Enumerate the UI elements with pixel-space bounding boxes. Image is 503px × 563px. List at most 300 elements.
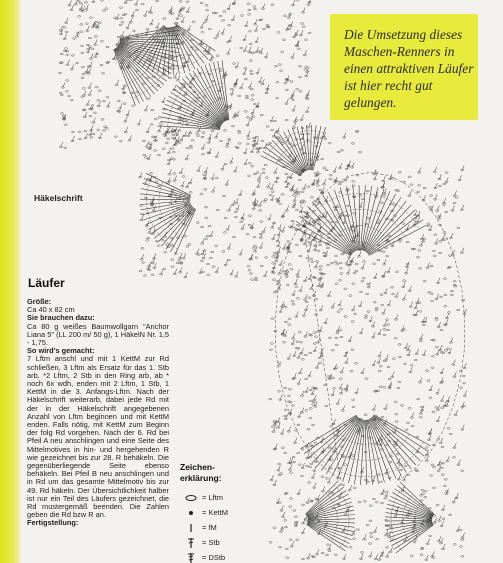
runner-motif-chain-stitch <box>366 190 369 192</box>
upper-motif-chain-stitch <box>60 53 63 55</box>
band-motif-chain-stitch <box>157 245 160 247</box>
runner-motif-chain-stitch <box>439 241 442 243</box>
runner-motif-chain-stitch <box>286 557 289 559</box>
upper-motif-chain-stitch <box>305 66 308 68</box>
band-motif-chain-stitch <box>172 151 175 153</box>
upper-motif-chain-stitch <box>247 3 250 5</box>
upper-motif-chain-stitch <box>208 28 211 30</box>
upper-motif-chain-stitch <box>66 80 69 82</box>
runner-motif-chain-stitch <box>338 280 341 282</box>
upper-motif-chain-stitch <box>163 18 166 20</box>
runner-motif-chain-stitch <box>383 387 386 389</box>
upper-motif-chain-stitch <box>219 140 222 142</box>
upper-motif-chain-stitch <box>90 137 93 139</box>
band-motif-chain-stitch <box>201 153 204 155</box>
band-motif-chain-stitch <box>249 273 252 275</box>
band-motif-chain-stitch <box>171 259 174 261</box>
band-fan-right-stitch <box>310 125 311 170</box>
runner-motif-chain-stitch <box>312 424 315 426</box>
upper-motif-chain-stitch <box>89 115 92 117</box>
band-fan-left-stitch <box>146 173 191 195</box>
runner-fan-lower-right-stitch <box>390 523 433 542</box>
band-motif-chain-stitch <box>264 164 267 166</box>
band-motif-chain-stitch <box>264 199 267 201</box>
upper-motif-chain-stitch <box>102 73 105 75</box>
upper-motif-chain-stitch <box>205 5 208 7</box>
runner-motif-chain-stitch <box>391 178 394 180</box>
upper-motif-chain-stitch <box>78 16 81 18</box>
runner-fan-lower-right-stitch <box>396 525 434 553</box>
runner-motif-chain-stitch <box>289 498 292 500</box>
upper-motif-chain-stitch <box>253 6 256 8</box>
band-motif-chain-stitch <box>257 180 260 182</box>
runner-motif-chain-stitch <box>400 405 403 407</box>
runner-motif-chain-stitch <box>445 350 448 352</box>
runner-motif-chain-stitch <box>350 370 353 372</box>
upper-motif-chain-stitch <box>290 81 293 83</box>
runner-motif-chain-stitch <box>461 470 464 472</box>
runner-motif-chain-stitch <box>375 502 378 504</box>
band-motif-chain-stitch <box>337 151 340 153</box>
runner-motif-chain-stitch <box>353 538 356 540</box>
runner-fan-lower-left-stitch <box>308 519 355 520</box>
legend-title: Zeichen-erklärung: <box>180 462 222 483</box>
runner-motif-chain-stitch <box>435 317 438 319</box>
band-motif-chain-stitch <box>197 254 200 256</box>
upper-motif-chain-stitch <box>267 26 270 28</box>
upper-motif-chain-stitch <box>285 119 288 121</box>
band-motif-chain-stitch <box>295 244 298 246</box>
upper-motif-chain-stitch <box>222 20 225 22</box>
upper-motif-chain-stitch <box>88 37 91 39</box>
upper-motif-chain-stitch <box>302 26 305 28</box>
band-motif-chain-stitch <box>171 266 174 268</box>
runner-motif-chain-stitch <box>365 315 368 317</box>
band-motif-chain-stitch <box>143 275 146 277</box>
runner-motif-chain-stitch <box>413 541 416 543</box>
upper-motif-chain-stitch <box>97 129 100 131</box>
runner-motif-chain-stitch <box>419 311 422 313</box>
upper-motif-chain-stitch <box>246 117 249 119</box>
upper-motif-chain-stitch <box>201 136 204 138</box>
runner-motif-chain-stitch <box>300 342 303 344</box>
band-motif-chain-stitch <box>263 201 266 203</box>
runner-motif-chain-stitch <box>403 363 406 365</box>
section-text: Ca 80 g weißes Baumwollgarn "Anchor Liana 5" (LL 200 m/ 50 g), 1 HäkelN Nr. 1,5 - 1,75. <box>27 321 169 348</box>
runner-motif-chain-stitch <box>365 223 368 225</box>
upper-motif-chain-stitch <box>119 7 122 9</box>
upper-motif-chain-stitch <box>211 130 214 132</box>
runner-motif-chain-stitch <box>420 500 423 502</box>
runner-motif-chain-stitch <box>370 536 373 538</box>
runner-motif-chain-stitch <box>416 436 419 438</box>
runner-motif-chain-stitch <box>419 268 422 270</box>
runner-motif-chain-stitch <box>429 535 432 537</box>
runner-motif-chain-stitch <box>435 346 438 348</box>
runner-motif-chain-stitch <box>293 510 296 512</box>
upper-motif-chain-stitch <box>260 114 263 116</box>
runner-motif-chain-stitch <box>357 529 360 531</box>
upper-motif-chain-stitch <box>81 96 84 98</box>
runner-motif-chain-stitch <box>440 467 443 469</box>
upper-motif-chain-stitch <box>58 72 61 74</box>
upper-motif-chain-stitch <box>171 148 174 150</box>
runner-motif-chain-stitch <box>379 386 382 388</box>
runner-motif-chain-stitch <box>445 491 448 493</box>
upper-motif-chain-stitch <box>85 23 88 25</box>
upper-motif-chain-stitch <box>244 68 247 70</box>
upper-motif-chain-stitch <box>306 140 309 142</box>
callout-box <box>330 14 478 120</box>
band-motif-chain-stitch <box>271 129 274 131</box>
runner-motif-chain-stitch <box>442 518 445 520</box>
band-motif-chain-stitch <box>215 245 218 247</box>
upper-motif-chain-stitch <box>248 9 251 11</box>
runner-fan-middle-stitch <box>326 419 360 475</box>
band-motif-chain-stitch <box>246 234 249 236</box>
upper-motif-chain-stitch <box>246 97 249 99</box>
band-motif-chain-stitch <box>170 237 173 239</box>
runner-motif-chain-stitch <box>418 302 421 304</box>
runner-motif-chain-stitch <box>395 414 398 416</box>
band-motif-chain-stitch <box>358 151 361 153</box>
upper-motif-chain-stitch <box>106 46 109 48</box>
runner-motif-chain-stitch <box>286 284 289 286</box>
runner-motif-chain-stitch <box>269 194 272 196</box>
band-motif-chain-stitch <box>189 192 192 194</box>
runner-motif-chain-stitch <box>395 421 398 423</box>
upper-fan-right-stitch <box>179 82 223 123</box>
runner-motif-chain-stitch <box>358 501 361 503</box>
runner-motif-chain-stitch <box>355 263 358 265</box>
upper-motif-chain-stitch <box>85 2 88 4</box>
runner-motif-chain-stitch <box>335 344 338 346</box>
runner-motif-chain-stitch <box>326 247 329 249</box>
runner-motif-chain-stitch <box>278 502 281 504</box>
runner-motif-chain-stitch <box>396 453 399 455</box>
runner-fan-lower-right-stitch <box>386 521 432 529</box>
band-motif-chain-stitch <box>178 130 181 132</box>
band-motif-chain-stitch <box>203 250 206 252</box>
runner-motif-chain-stitch <box>427 225 430 227</box>
callout-text: Die Umsetzung dieses Maschen-Renners in einen attraktiven Läufer ist hier recht gut gelungen. <box>344 27 474 110</box>
runner-motif-chain-stitch <box>410 555 413 557</box>
runner-motif-chain-stitch <box>289 506 292 508</box>
band-motif-chain-stitch <box>147 237 150 239</box>
runner-motif-chain-stitch <box>361 198 364 200</box>
upper-motif-chain-stitch <box>84 130 87 132</box>
upper-motif-chain-stitch <box>114 136 117 138</box>
legend-item <box>183 535 263 550</box>
upper-motif-chain-stitch <box>276 97 279 99</box>
band-motif-chain-stitch <box>251 165 254 167</box>
runner-motif-chain-stitch <box>376 538 379 540</box>
band-motif-chain-stitch <box>215 177 218 179</box>
runner-motif-chain-stitch <box>434 234 437 236</box>
band-motif-chain-stitch <box>164 252 167 254</box>
runner-motif-chain-stitch <box>284 321 287 323</box>
runner-motif-chain-stitch <box>372 498 375 500</box>
runner-motif-chain-stitch <box>269 398 272 400</box>
runner-motif-chain-stitch <box>289 401 292 403</box>
runner-motif-chain-stitch <box>462 299 465 301</box>
upper-motif-chain-stitch <box>214 37 217 39</box>
runner-motif-chain-stitch <box>367 311 370 313</box>
band-motif-chain-stitch <box>297 191 300 193</box>
runner-motif-chain-stitch <box>411 248 414 250</box>
band-motif-chain-stitch <box>196 222 199 224</box>
runner-motif-chain-stitch <box>430 475 433 477</box>
upper-motif-chain-stitch <box>95 86 98 88</box>
band-motif-chain-stitch <box>163 268 166 270</box>
runner-motif-chain-stitch <box>381 502 384 504</box>
runner-motif-chain-stitch <box>399 469 402 471</box>
band-motif-chain-stitch <box>225 146 228 148</box>
section-heading: So wird's gemacht: <box>27 346 95 356</box>
upper-motif-chain-stitch <box>297 48 300 50</box>
upper-motif-chain-stitch <box>191 140 194 142</box>
runner-motif-chain-stitch <box>326 544 329 546</box>
upper-motif-chain-stitch <box>253 8 256 10</box>
band-motif-chain-stitch <box>188 244 191 246</box>
runner-motif-chain-stitch <box>450 294 453 296</box>
runner-fan-top-stitch <box>317 198 354 251</box>
runner-motif-chain-stitch <box>279 203 282 205</box>
upper-motif-chain-stitch <box>80 24 83 26</box>
runner-fan-top-stitch <box>368 220 423 255</box>
runner-motif-chain-stitch <box>288 324 291 326</box>
runner-motif-chain-stitch <box>388 378 391 380</box>
runner-motif-chain-stitch <box>428 508 431 510</box>
upper-motif-chain-stitch <box>121 22 124 24</box>
runner-motif-chain-stitch <box>295 430 298 432</box>
upper-motif-chain-stitch <box>89 17 92 19</box>
runner-motif-chain-stitch <box>418 185 421 187</box>
runner-motif-chain-stitch <box>296 341 299 343</box>
runner-motif-chain-stitch <box>431 367 434 369</box>
runner-motif-chain-stitch <box>320 284 323 286</box>
upper-motif-chain-stitch <box>106 62 109 64</box>
upper-motif-chain-stitch <box>66 54 69 56</box>
upper-motif-chain-stitch <box>78 131 81 133</box>
runner-motif-chain-stitch <box>310 463 313 465</box>
band-motif-chain-stitch <box>197 135 200 137</box>
runner-motif-chain-stitch <box>340 309 343 311</box>
runner-fan-lower-left-stitch <box>306 484 341 515</box>
upper-motif-chain-stitch <box>216 55 219 57</box>
runner-motif-chain-stitch <box>275 290 278 292</box>
runner-motif-chain-stitch <box>385 519 388 521</box>
band-motif-chain-stitch <box>320 234 323 236</box>
page-title: Läufer <box>28 276 65 290</box>
upper-motif-chain-stitch <box>184 94 187 96</box>
upper-motif-chain-stitch <box>64 48 67 50</box>
runner-motif-chain-stitch <box>295 209 298 211</box>
upper-motif-chain-stitch <box>276 82 279 84</box>
band-motif-chain-stitch <box>329 174 332 176</box>
band-motif-chain-stitch <box>260 265 263 267</box>
band-motif-chain-stitch <box>260 221 263 223</box>
upper-motif-chain-stitch <box>189 145 192 147</box>
upper-motif-chain-stitch <box>304 39 307 41</box>
runner-motif-chain-stitch <box>310 500 313 502</box>
runner-motif-chain-stitch <box>283 415 286 417</box>
runner-fan-middle-stitch <box>304 416 357 454</box>
runner-motif-chain-stitch <box>460 387 463 389</box>
upper-motif-chain-stitch <box>66 50 69 52</box>
runner-motif-chain-stitch <box>421 493 424 495</box>
upper-motif-chain-stitch <box>230 88 233 90</box>
band-motif-chain-stitch <box>327 264 330 266</box>
runner-motif-chain-stitch <box>435 407 438 409</box>
runner-motif-chain-stitch <box>335 283 338 285</box>
band-motif-chain-stitch <box>290 269 293 271</box>
legend-item <box>183 520 263 535</box>
band-motif-chain-stitch <box>319 244 322 246</box>
runner-motif-chain-stitch <box>337 311 340 313</box>
upper-motif-chain-stitch <box>97 100 100 102</box>
upper-motif-chain-stitch <box>228 25 231 27</box>
runner-motif-chain-stitch <box>413 314 416 316</box>
upper-motif-chain-stitch <box>80 31 83 33</box>
runner-motif-chain-stitch <box>291 220 294 222</box>
runner-motif-chain-stitch <box>432 487 435 489</box>
band-motif-chain-stitch <box>272 263 275 265</box>
legend-label: = KettM <box>202 508 229 517</box>
runner-motif-chain-stitch <box>420 554 423 556</box>
band-motif-chain-stitch <box>246 143 249 145</box>
runner-motif-chain-stitch <box>392 358 395 360</box>
upper-motif-chain-stitch <box>65 91 68 93</box>
upper-motif-chain-stitch <box>176 65 179 67</box>
upper-motif-chain-stitch <box>156 0 159 2</box>
runner-motif-chain-stitch <box>360 552 363 554</box>
runner-motif-chain-stitch <box>391 293 394 295</box>
runner-motif-chain-stitch <box>310 258 313 260</box>
section-heading: Sie brauchen dazu: <box>27 313 95 323</box>
runner-motif-chain-stitch <box>351 349 354 351</box>
upper-motif-chain-stitch <box>192 21 195 23</box>
upper-motif-chain-stitch <box>81 77 84 79</box>
band-motif-chain-stitch <box>316 185 319 187</box>
band-motif-chain-stitch <box>176 262 179 264</box>
runner-motif-chain-stitch <box>433 340 436 342</box>
double-crochet-symbol-icon <box>183 538 199 548</box>
runner-motif-chain-stitch <box>301 504 304 506</box>
upper-fan-left-stitch <box>117 47 161 88</box>
runner-motif-chain-stitch <box>377 390 380 392</box>
runner-motif-chain-stitch <box>377 259 380 261</box>
runner-motif-chain-stitch <box>291 301 294 303</box>
band-motif-chain-stitch <box>222 195 225 197</box>
runner-motif-chain-stitch <box>368 437 371 439</box>
band-motif-chain-stitch <box>155 181 158 183</box>
band-motif-chain-stitch <box>201 226 204 228</box>
runner-motif-chain-stitch <box>285 173 288 175</box>
band-motif-chain-stitch <box>206 235 209 237</box>
upper-motif-chain-stitch <box>244 78 247 80</box>
runner-motif-chain-stitch <box>386 319 389 321</box>
runner-motif-chain-stitch <box>269 349 272 351</box>
runner-motif-chain-stitch <box>367 283 370 285</box>
runner-motif-chain-stitch <box>383 491 386 493</box>
runner-motif-chain-stitch <box>436 504 439 506</box>
runner-motif-chain-stitch <box>282 341 285 343</box>
runner-motif-chain-stitch <box>272 256 275 258</box>
runner-motif-chain-stitch <box>313 332 316 334</box>
upper-motif-chain-stitch <box>251 99 254 101</box>
runner-motif-chain-stitch <box>433 255 436 257</box>
runner-motif-chain-stitch <box>398 241 401 243</box>
runner-motif-chain-stitch <box>449 514 452 516</box>
runner-motif-chain-stitch <box>394 401 397 403</box>
runner-fan-top-stitch <box>293 227 351 256</box>
upper-motif-chain-stitch <box>71 131 74 133</box>
upper-fan-right-stitch <box>193 71 225 122</box>
runner-motif-chain-stitch <box>440 352 443 354</box>
runner-motif-chain-stitch <box>379 481 382 483</box>
runner-motif-chain-stitch <box>305 465 308 467</box>
upper-motif-chain-stitch <box>171 65 174 67</box>
section-heading: Fertigstellung: <box>27 518 79 528</box>
upper-motif-chain-stitch <box>304 69 307 71</box>
runner-motif-chain-stitch <box>383 195 386 197</box>
band-motif-chain-stitch <box>141 262 144 264</box>
runner-motif-chain-stitch <box>339 262 342 264</box>
upper-motif-chain-stitch <box>165 142 168 144</box>
runner-motif-chain-stitch <box>381 202 384 204</box>
legend-label: = fM <box>202 523 217 532</box>
runner-motif-chain-stitch <box>273 448 276 450</box>
runner-motif-chain-stitch <box>384 498 387 500</box>
upper-motif-chain-stitch <box>78 138 81 140</box>
runner-motif-chain-stitch <box>364 414 367 416</box>
band-fan-right-stitch <box>307 125 310 170</box>
band-motif-chain-stitch <box>204 189 207 191</box>
upper-motif-chain-stitch <box>63 27 66 29</box>
upper-motif-chain-stitch <box>94 36 97 38</box>
runner-motif-chain-stitch <box>292 456 295 458</box>
upper-motif-chain-stitch <box>126 0 129 1</box>
runner-motif-chain-stitch <box>394 338 397 340</box>
runner-motif-chain-stitch <box>386 329 389 331</box>
runner-motif-chain-stitch <box>382 251 385 253</box>
runner-fan-middle-stitch <box>372 417 416 465</box>
runner-motif-chain-stitch <box>276 280 279 282</box>
upper-motif-chain-stitch <box>186 147 189 149</box>
runner-motif-chain-stitch <box>330 459 333 461</box>
runner-motif-chain-stitch <box>452 457 455 459</box>
upper-fan-right-stitch <box>182 79 223 123</box>
upper-motif-chain-stitch <box>196 133 199 135</box>
runner-motif-chain-stitch <box>312 401 315 403</box>
band-motif-chain-stitch <box>165 244 168 246</box>
runner-motif-chain-stitch <box>459 546 462 548</box>
upper-motif-chain-stitch <box>123 103 126 105</box>
upper-fan-left-stitch <box>116 48 151 97</box>
band-motif-chain-stitch <box>141 248 144 250</box>
runner-motif-chain-stitch <box>403 280 406 282</box>
runner-motif-chain-stitch <box>404 465 407 467</box>
runner-motif-chain-stitch <box>376 222 379 224</box>
upper-motif-chain-stitch <box>201 32 204 34</box>
upper-motif-chain-stitch <box>179 1 182 3</box>
upper-motif-chain-stitch <box>298 76 301 78</box>
runner-motif-chain-stitch <box>291 405 294 407</box>
upper-motif-chain-stitch <box>147 98 150 100</box>
upper-motif-chain-stitch <box>106 97 109 99</box>
runner-motif-chain-stitch <box>408 176 411 178</box>
